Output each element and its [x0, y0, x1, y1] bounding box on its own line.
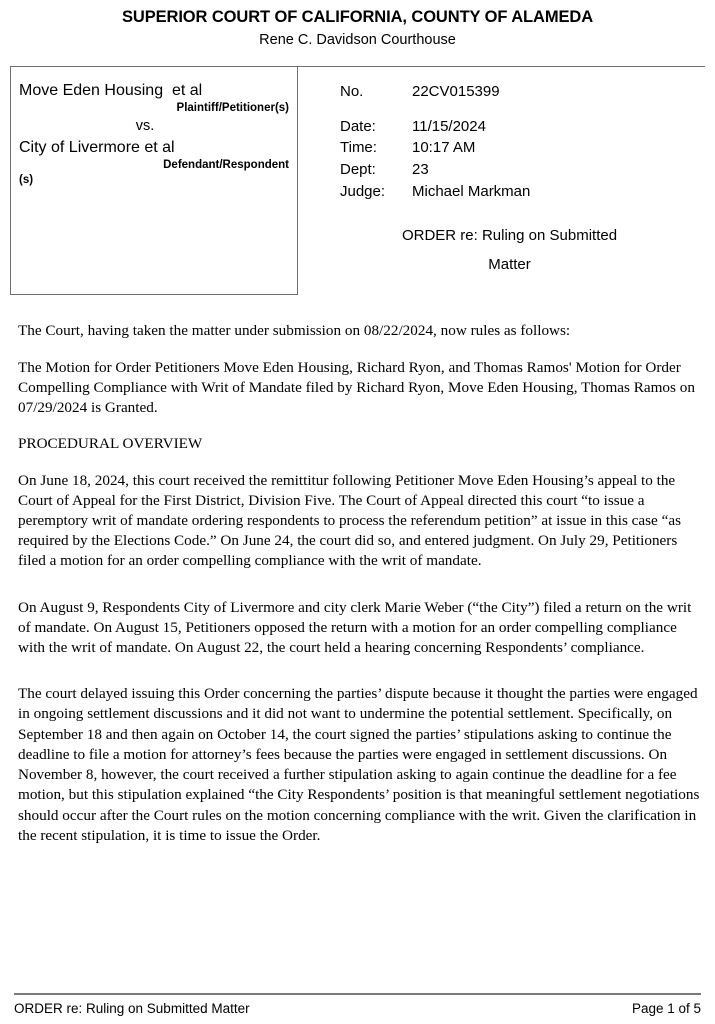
- department-value: 23: [412, 161, 429, 179]
- hearing-time-label: Time:: [340, 139, 377, 157]
- parties-cell: [11, 67, 298, 295]
- caption-table-row: [11, 67, 706, 295]
- hearing-time-row: [340, 137, 705, 159]
- paragraph-return: On August 9, Respondents City of Livermore and city clerk Marie Weber (“the City”) filed a return on the writ of mandate. On August 15, Petitioners opposed the return with a motion for an order compelling compliance with the writ of mandate. On August 22, the court held a hearing concerning Respondents’ compliance.: [18, 598, 692, 657]
- caption-table: [10, 67, 705, 296]
- defendant-role-label: Defendant/Respondent: [163, 158, 289, 171]
- caption-block: [10, 66, 705, 296]
- ruling-paragraph: The Motion for Order Petitioners Move Eden Housing, Richard Ryon, and Thomas Ramos' Motion for Order Compelling Compliance with Writ of Mandate filed by Richard Ryon, Move Eden Housing, Thomas Ramos on 07/29/2024 is Granted.: [18, 358, 695, 417]
- footer-title: ORDER re: Ruling on Submitted Matter: [14, 1001, 250, 1016]
- section-heading-procedural-overview: PROCEDURAL OVERVIEW: [18, 435, 203, 453]
- plaintiff-role-label: Plaintiff/Petitioner(s): [176, 101, 289, 114]
- courthouse-name: Rene C. Davidson Courthouse: [259, 31, 456, 48]
- intro-paragraph: The Court, having taken the matter under submission on 08/22/2024, now rules as follows:: [18, 322, 571, 340]
- judge-row: [340, 181, 705, 203]
- document-body: [18, 295, 701, 846]
- hearing-time-value: 10:17 AM: [412, 139, 476, 157]
- case-number-label: No.: [340, 82, 364, 100]
- department-label: Dept:: [340, 161, 376, 179]
- versus-label: vs.: [135, 118, 155, 135]
- judge-label: Judge:: [340, 182, 386, 200]
- hearing-date-label: Date:: [340, 117, 376, 135]
- footer-page-number: Page 1 of 5: [631, 1001, 701, 1016]
- order-title-line-1: ORDER re: Ruling on Submitted: [401, 226, 618, 244]
- defendant-role-overflow: (s): [19, 174, 34, 187]
- hearing-date-value: 11/15/2024: [412, 117, 486, 135]
- case-number-value: 22CV015399: [412, 82, 500, 100]
- hearing-date-row: [340, 116, 705, 138]
- case-info-cell: [298, 67, 706, 295]
- order-title: [340, 225, 705, 277]
- department-row: [340, 159, 705, 181]
- case-info-list: [340, 81, 705, 203]
- document-header: [0, 0, 715, 50]
- plaintiff-name: Move Eden Housing et al: [19, 81, 203, 99]
- order-title-line-2: Matter: [488, 256, 531, 274]
- paragraph-remittitur: On June 18, 2024, this court received the remittitur following Petitioner Move Eden Housing’s appeal to the Court of Appeal for the First District, Division Five. The Court of Appeal directed this court “to issue a peremptory writ of mandate ordering respondents to process the referendum petition” at issue in this case “as required by the Elections Code.” On June 24, the court did so, and entered judgment. On July 29, Petitioners filed a motion for an order compelling compliance with the writ of mandate.: [18, 471, 681, 570]
- case-number-row: [340, 81, 705, 103]
- paragraph-delay: The court delayed issuing this Order concerning the parties’ dispute because it thought the parties were engaged in ongoing settlement discussions and it did not want to undermine the potential settlement. Specifically, on September 18 and then again on October 14, the court signed the parties’ stipulations asking to continue the deadline to file a motion for attorney’s fees because the parties were engaged in settlement discussions. On November 8, however, the court received a further stipulation asking to again continue the deadline for a fee motion, but this stipulation explained “the City Respondents’ position is that meaningful settlement negotiations should occur after the Court rules on the motion concerning compliance with the writ. Given the clarification in the recent stipulation, it is time to issue the Order.: [18, 685, 700, 844]
- document-footer: [14, 993, 701, 1016]
- court-title: SUPERIOR COURT OF CALIFORNIA, COUNTY OF ALAMEDA: [121, 8, 594, 26]
- judge-value: Michael Markman: [412, 182, 531, 200]
- defendant-name: City of Livermore et al: [19, 138, 175, 156]
